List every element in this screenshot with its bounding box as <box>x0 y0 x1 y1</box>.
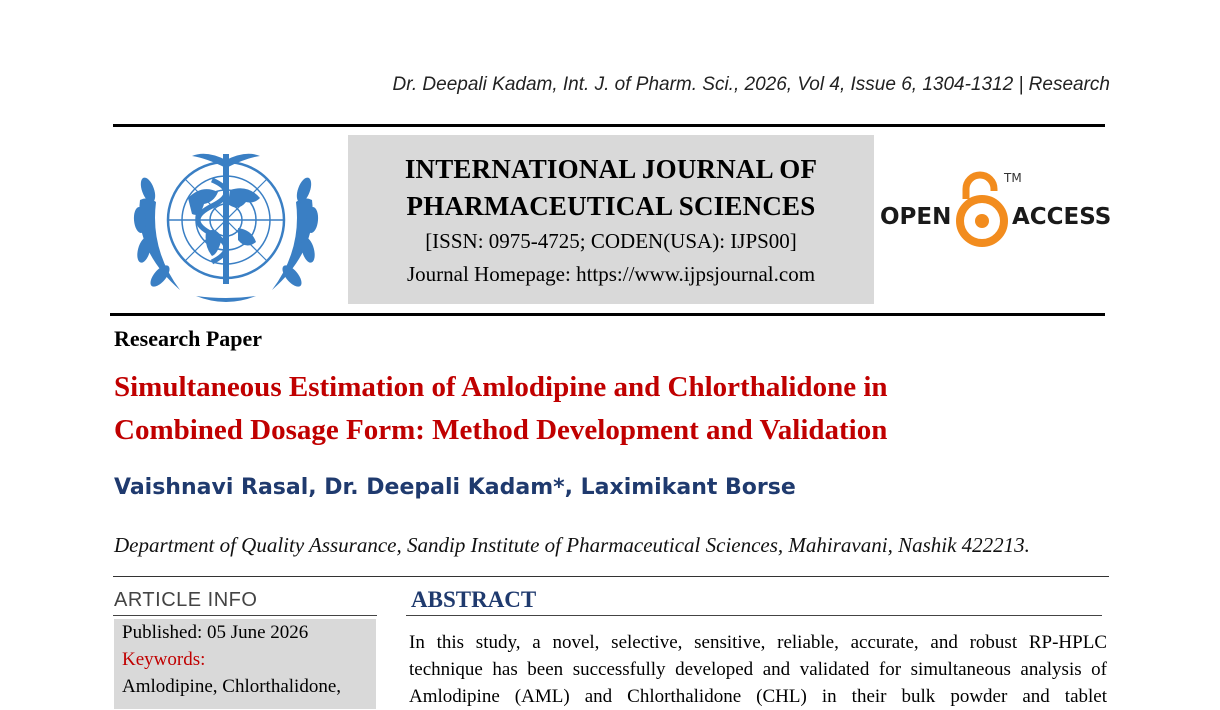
header-rule-top <box>113 124 1105 127</box>
author-list: Vaishnavi Rasal, Dr. Deepali Kadam*, Laximikant Borse <box>114 475 796 500</box>
journal-homepage: Journal Homepage: https://www.ijpsjournal.com <box>406 262 816 286</box>
abstract-text <box>409 629 1107 710</box>
header-rule-bottom <box>110 313 1105 316</box>
paper-title-line2: Combined Dosage Form: Method Development and Validation <box>114 414 888 446</box>
running-head: Dr. Deepali Kadam, Int. J. of Pharm. Sci., 2026, Vol 4, Issue 6, 1304-1312 | Research <box>392 74 1110 95</box>
section-divider <box>113 576 1109 577</box>
journal-emblem-logo <box>126 140 326 306</box>
keywords-label: Keywords: <box>122 649 206 670</box>
open-access-left-word: OPEN <box>880 204 952 230</box>
journal-issn: [ISSN: 0975-4725; CODEN(USA): IJPS00] <box>425 229 797 253</box>
published-date: Published: 05 June 2026 <box>122 622 309 643</box>
paper-title-line1: Simultaneous Estimation of Amlodipine and Chlorthalidone in <box>114 371 888 403</box>
open-access-right-word: ACCESS <box>1012 204 1112 230</box>
article-type-label: Research Paper <box>114 326 263 351</box>
paper-title <box>114 366 1104 452</box>
article-info-heading: ARTICLE INFO <box>114 589 258 611</box>
abstract-line: In this study, a novel, selective, sensitive, reliable, accurate, and robust RP-HPLC <box>409 632 1107 653</box>
journal-header-box <box>348 135 874 304</box>
journal-title-line1: INTERNATIONAL JOURNAL OF <box>404 154 818 184</box>
journal-title-line2: PHARMACEUTICAL SCIENCES <box>406 191 816 221</box>
trademark-mark: TM <box>1004 171 1022 185</box>
abstract-heading: ABSTRACT <box>411 587 537 612</box>
open-access-logo <box>878 165 1112 255</box>
author-affiliation: Department of Quality Assurance, Sandip Institute of Pharmaceutical Sciences, Mahiravani, Nashik 422213. <box>114 533 1030 557</box>
article-info-rule <box>113 615 377 616</box>
keywords-values: Amlodipine, Chlorthalidone, <box>122 676 342 697</box>
abstract-line: technique has been successfully developed and validated for simultaneous analysis of <box>409 659 1107 680</box>
article-info-box <box>114 619 376 709</box>
abstract-line: Amlodipine (AML) and Chlorthalidone (CHL) in their bulk powder and tablet <box>409 686 1107 707</box>
abstract-rule <box>406 615 1102 616</box>
